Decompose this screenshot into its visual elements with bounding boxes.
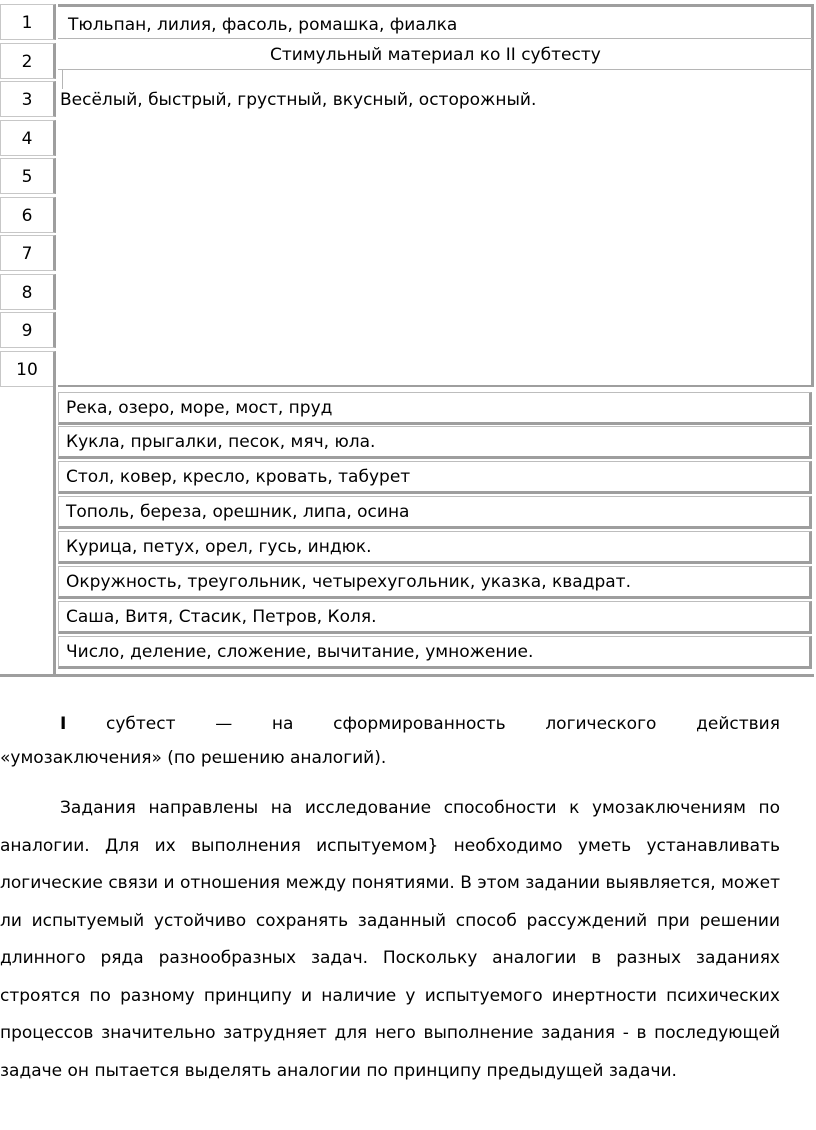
row-number: 7: [0, 235, 56, 271]
heading-word: субтест: [106, 714, 176, 734]
row-text: Саша, Витя, Стасик, Петров, Коля.: [66, 607, 377, 627]
table-divider: [58, 385, 814, 387]
table-bottom-border: [0, 674, 814, 677]
table-row: [58, 461, 812, 494]
heading-word: сформированность: [333, 714, 506, 734]
row-number: 8: [0, 274, 56, 310]
row-number: 6: [0, 197, 56, 233]
row-number: 5: [0, 158, 56, 194]
body-paragraph: [0, 790, 780, 1090]
row-text: Число, деление, сложение, вычитание, умножение.: [66, 642, 534, 662]
table-divider: [58, 38, 812, 39]
row-text: Кукла, прыгалки, песок, мяч, юла.: [66, 432, 376, 452]
table-row: [58, 636, 812, 669]
table-row: [58, 426, 812, 459]
heading-continuation: «умозаключения» (по решению аналогий).: [0, 748, 387, 768]
row-number: 2: [0, 43, 56, 79]
paragraph-text: Задания направлены на исследование способности к умозаключениям по аналогии. Для их выполнения испытуемом} необходимо уметь устанавливать логические связи и отношения между понятиями. В этом задании выявляется, может ли испытуемый устойчиво сохранять заданный способ рассуждений при решении длинного ряда разнообразных задач. Поскольку аналогии в разных заданиях строятся по разному принципу и наличие у испытуемого инертности психических процессов значительно затрудняет для него выполнение задания - в последующей задаче он пытается выделять аналогии по принципу предыдущей задачи.: [0, 798, 780, 1081]
row-text: Курица, петух, орел, гусь, индюк.: [66, 537, 372, 557]
table-row: [58, 566, 812, 599]
row-number: 9: [0, 312, 56, 348]
row-number: 4: [0, 120, 56, 156]
number-column-extension: [0, 383, 56, 676]
row-text: Стол, ковер, кресло, кровать, табурет: [66, 467, 411, 487]
heading-word: действия: [696, 714, 780, 734]
row-1-text: Тюльпан, лилия, фасоль, ромашка, фиалка: [68, 15, 458, 35]
row-text: Окружность, треугольник, четырехугольник, указка, квадрат.: [66, 572, 631, 592]
row-number: 10: [0, 351, 56, 387]
table-top-border: [58, 4, 814, 7]
heading-line: [0, 714, 780, 734]
heading-word: —: [215, 714, 233, 734]
heading-word: I: [60, 714, 67, 734]
row-number: 3: [0, 81, 56, 117]
stimulus-subtitle: Стимульный материал ко II субтесту: [270, 45, 601, 65]
row-text: Река, озеро, море, мост, пруд: [66, 398, 333, 418]
table-row: [58, 531, 812, 564]
cell-edge: [62, 69, 63, 89]
row-text: Тополь, береза, орешник, липа, осина: [66, 502, 410, 522]
table-row: [58, 496, 812, 529]
heading-word: логического: [545, 714, 657, 734]
row-number: 1: [0, 4, 56, 40]
table-row: [58, 392, 812, 425]
heading-word: на: [271, 714, 294, 734]
table-right-border: [811, 4, 814, 387]
table-divider: [58, 69, 812, 70]
table-row: [58, 601, 812, 634]
row-3-text: Весёлый, быстрый, грустный, вкусный, осторожный.: [60, 90, 537, 110]
subtest-heading: [0, 714, 780, 768]
